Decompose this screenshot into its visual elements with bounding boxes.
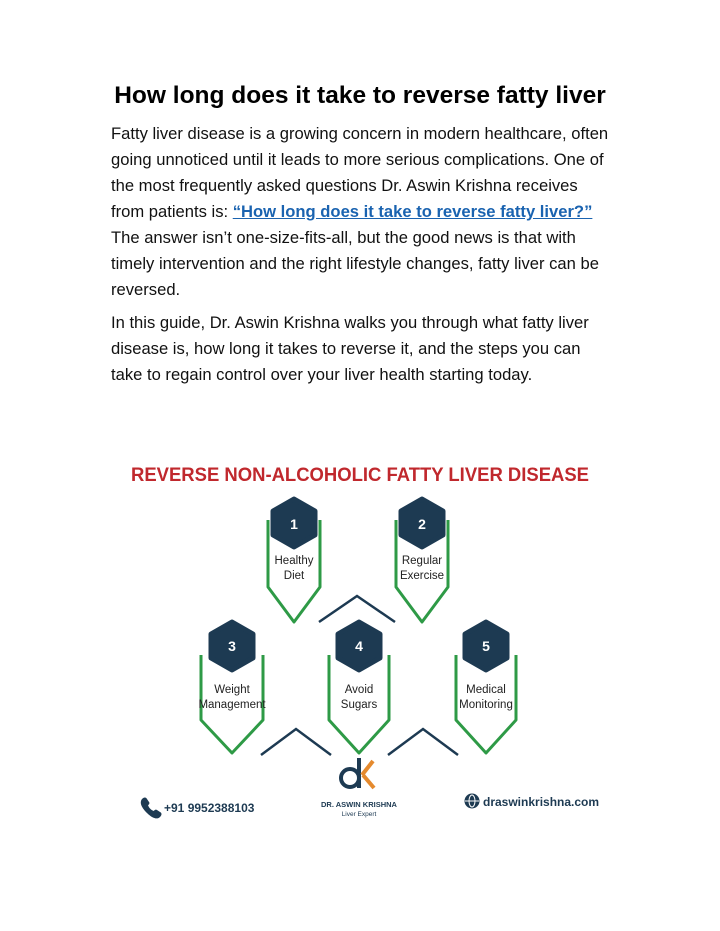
- step-number: 2: [418, 516, 426, 532]
- step-label-line2: Exercise: [399, 570, 445, 582]
- logo-tagline: Liver Expert: [341, 811, 377, 818]
- website-url: draswinkrishna.com: [483, 795, 600, 809]
- infographic-heading: REVERSE NON-ALCOHOLIC FATTY LIVER DISEASE: [131, 464, 589, 486]
- guide-paragraph: In this guide, Dr. Aswin Krishna walks you through what fatty liver disease is, how long it takes to reverse it, and the steps you can take to regain control over your liver health starting today.: [111, 313, 589, 384]
- step-label-line2: Monitoring: [459, 699, 513, 711]
- step-label-line2: Management: [198, 699, 266, 711]
- step-label-line1: Avoid: [344, 684, 374, 696]
- website-contact: [465, 794, 600, 810]
- phone-number: +91 9952388103: [164, 801, 255, 815]
- step-number: 3: [228, 638, 236, 654]
- step-label-line1: Weight: [214, 684, 250, 696]
- intro-text-continued: The answer isn’t one-size-fits-all, but the good news is that with timely intervention and the right lifestyle changes, fatty liver can be reversed.: [111, 228, 599, 299]
- step-label-line1: Healthy: [274, 555, 314, 567]
- step-label-line1: Medical: [466, 684, 506, 696]
- step-number: 4: [355, 638, 363, 654]
- page-title: How long does it take to reverse fatty liver: [114, 82, 606, 109]
- intro-text: Fatty liver disease is a growing concern in modern healthcare, often going unnoticed until it leads to more serious complications. One of the most frequently asked questions Dr. Aswin Krishna receives from patients is:: [111, 124, 609, 221]
- step-label-line2: Sugars: [340, 699, 378, 711]
- logo-name: DR. ASWIN KRISHNA: [321, 800, 397, 809]
- step-number: 1: [290, 516, 298, 532]
- step-number: 5: [482, 638, 490, 654]
- nafld-infographic: [113, 425, 608, 830]
- step-label-line1: Regular: [401, 555, 443, 567]
- faq-link[interactable]: “How long does it take to reverse fatty liver?”: [232, 202, 593, 221]
- intro-paragraph: [111, 121, 611, 303]
- step-label-line2: Diet: [283, 570, 305, 582]
